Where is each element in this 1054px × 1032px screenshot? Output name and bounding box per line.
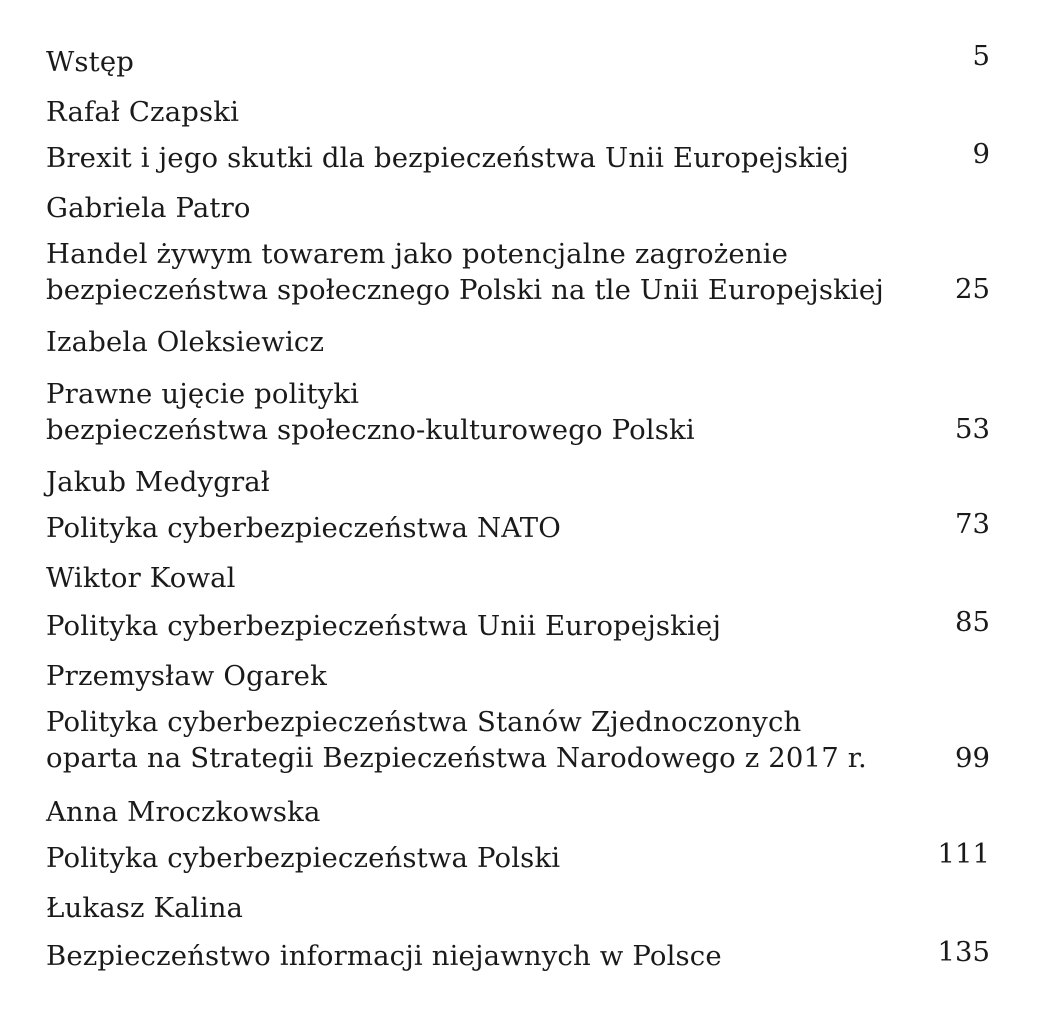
toc-author: Przemysław Ogarek: [46, 660, 327, 692]
toc-title-line: bezpieczeństwa społecznego Polski na tle Unii Europejskiej: [46, 274, 884, 306]
toc-title-line: Polityka cyberbezpieczeństwa Unii Europejskiej: [46, 610, 722, 642]
toc-author: Anna Mroczkowska: [46, 796, 321, 828]
toc-title-line: Polityka cyberbezpieczeństwa Polski: [46, 842, 561, 874]
toc-title-line: Handel żywym towarem jako potencjalne zagrożenie: [46, 238, 789, 270]
toc-title-line: Prawne ujęcie polityki: [46, 378, 360, 410]
toc-page-number: 9: [972, 138, 990, 170]
toc-title-line: bezpieczeństwa społeczno-kulturowego Polski: [46, 414, 695, 446]
toc-page-number: 53: [955, 413, 990, 445]
toc-author: Wiktor Kowal: [46, 562, 236, 594]
toc-title-line: Bezpieczeństwo informacji niejawnych w Polsce: [46, 940, 722, 972]
toc-author: Rafał Czapski: [46, 96, 240, 128]
toc-page-number: 73: [955, 508, 990, 540]
toc-page-number: 85: [955, 606, 990, 638]
toc-author: Łukasz Kalina: [46, 892, 244, 924]
toc-title-line: oparta na Strategii Bezpieczeństwa Narodowego z 2017 r.: [46, 742, 867, 774]
toc-page-number: 99: [955, 742, 990, 774]
toc-author: Jakub Medygrał: [46, 466, 270, 498]
toc-page-number: 135: [937, 936, 990, 968]
toc-title-line: Wstęp: [46, 46, 135, 78]
toc-title-line: Brexit i jego skutki dla bezpieczeństwa Unii Europejskiej: [46, 142, 850, 174]
toc-author: Gabriela Patro: [46, 192, 251, 224]
toc-page-number: 25: [955, 273, 990, 305]
toc-title-line: Polityka cyberbezpieczeństwa Stanów Zjednoczonych: [46, 706, 802, 738]
toc-page-number: 5: [972, 40, 990, 72]
toc-author: Izabela Oleksiewicz: [46, 326, 325, 358]
toc-page-number: 111: [937, 838, 990, 870]
toc-title-line: Polityka cyberbezpieczeństwa NATO: [46, 512, 561, 544]
